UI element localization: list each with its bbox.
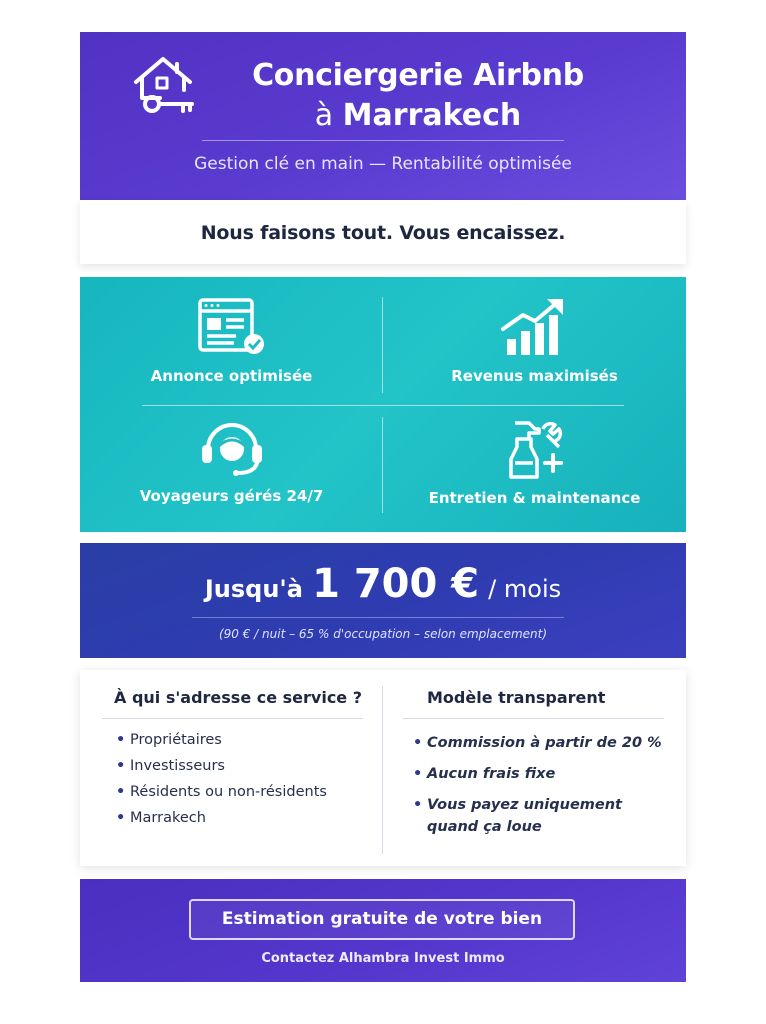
model-list: [413, 732, 662, 847]
price-amount: 1 700 €: [312, 561, 480, 607]
title-preposition: à: [314, 98, 334, 133]
feature-listing: [80, 297, 383, 385]
cta-banner: [80, 879, 686, 982]
list-item: • Marrakech: [116, 810, 327, 826]
price-line: [80, 561, 686, 607]
audience-rule: [102, 718, 363, 719]
headset-agent-icon: [194, 415, 270, 479]
price-divider: [192, 617, 564, 618]
page-title-line2: [80, 98, 686, 133]
feature-revenue: [383, 295, 686, 385]
audience-column: [80, 670, 383, 866]
info-panel: [80, 670, 686, 866]
page-title-line1: Conciergerie Airbnb: [252, 58, 584, 93]
feature-label: Entretien & maintenance: [428, 489, 641, 507]
title-city: Marrakech: [342, 98, 522, 133]
free-estimate-button[interactable]: Estimation gratuite de votre bien: [189, 899, 575, 940]
feature-label: Voyageurs gérés 24/7: [139, 487, 324, 505]
growth-chart-icon: [497, 295, 573, 359]
feature-label: Annonce optimisée: [150, 367, 313, 385]
price-suffix: / mois: [488, 575, 562, 603]
list-item: • Vous payez uniquement quand ça loue: [413, 794, 637, 838]
header-banner: [80, 32, 686, 200]
model-column: [383, 670, 686, 866]
price-prefix: Jusqu'à: [204, 575, 303, 603]
header-subtitle: Gestion clé en main — Rentabilité optimisée: [194, 154, 572, 174]
list-item: • Aucun frais fixe: [413, 763, 662, 785]
listing-check-icon: [194, 297, 270, 359]
list-item: • Investisseurs: [116, 758, 327, 774]
price-note: (90 € / nuit – 65 % d'occupation – selon emplacement): [218, 627, 548, 641]
feature-label: Revenus maximisés: [451, 367, 618, 385]
cleaning-wrench-icon: [495, 419, 575, 481]
list-item: • Commission à partir de 20 %: [413, 732, 662, 754]
model-rule: [403, 718, 664, 719]
tagline-bar: Nous faisons tout. Vous encaissez.: [80, 200, 686, 264]
list-item: • Résidents ou non-résidents: [116, 784, 327, 800]
list-item: • Propriétaires: [116, 732, 327, 748]
audience-heading: À qui s'adresse ce service ?: [114, 688, 363, 707]
contact-line: Contactez Alhambra Invest Immo: [261, 951, 505, 966]
audience-list: [116, 732, 327, 836]
features-divider-middle: [142, 405, 624, 406]
price-banner: [80, 543, 686, 658]
feature-maintenance: [383, 419, 686, 507]
feature-guests: [80, 415, 383, 505]
features-panel: [80, 277, 686, 532]
header-divider: [202, 140, 564, 141]
model-heading: Modèle transparent: [427, 688, 606, 707]
